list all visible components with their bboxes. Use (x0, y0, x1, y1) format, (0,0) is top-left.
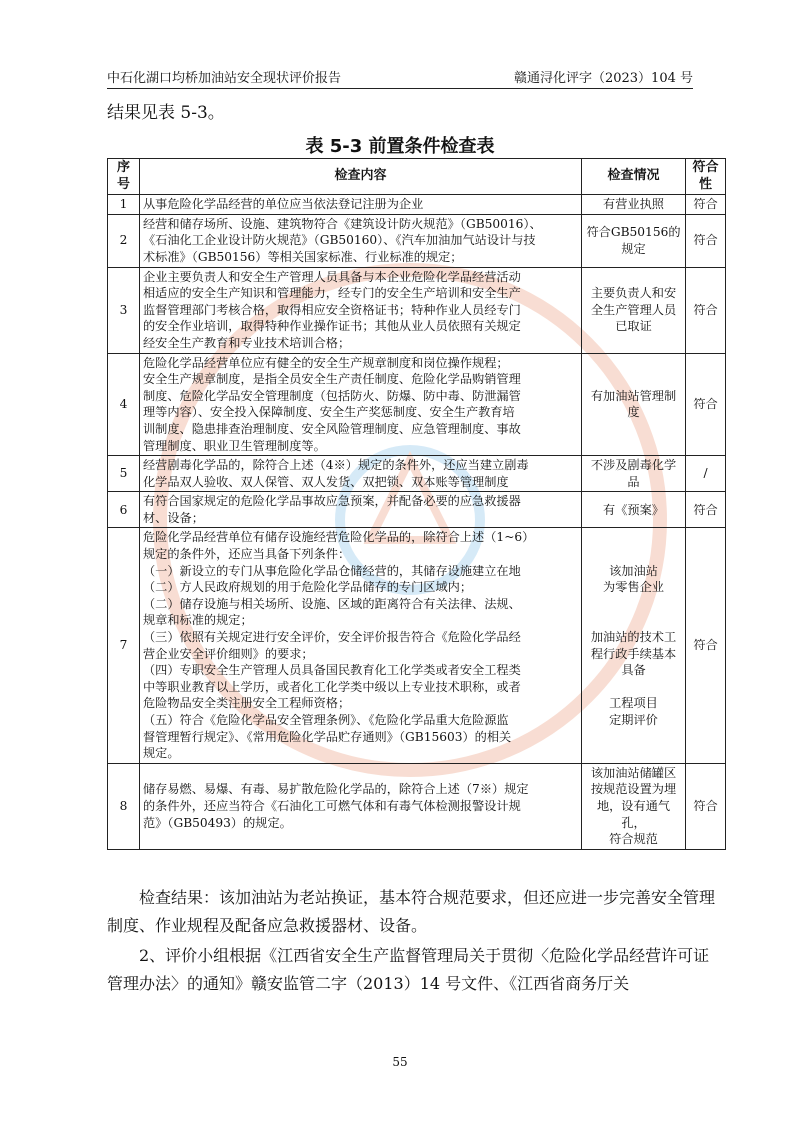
cell-result: 符合 (686, 528, 726, 763)
cell-result: 符合 (686, 492, 726, 528)
content-line: 术标准》（GB50156）等相关国家标准、行业标准的规定； (143, 249, 463, 264)
content-line: （一）新设立的专门从事危险化学品仓储经营的，其储存设施建立在地 (143, 563, 521, 578)
content-line: 材、设备； (143, 510, 204, 525)
content-line: 经营剧毒化学品的，除符合上述（4※）规定的条件外，还应当建立剧毒 (143, 458, 529, 473)
cell-status (582, 456, 686, 492)
header-left: 中石化湖口均桥加油站安全现状评价报告 (107, 71, 342, 86)
page-header (107, 64, 693, 89)
cell-result: 符合 (686, 214, 726, 267)
table-caption: 表 5-3 前置条件检查表 (305, 136, 495, 157)
col-header-content: 检查内容 (140, 159, 582, 195)
intro-text: 结果见表 5-3。 (107, 103, 225, 123)
content-line: 的安全作业培训，取得特种作业操作证书；其他从业人员依照有关规定 (143, 319, 521, 334)
content-line: 规定。 (143, 746, 180, 761)
status-line: 规定 (621, 241, 646, 256)
status-line: 程行政手续基本 (590, 646, 677, 661)
status-line: 有《预案》 (603, 502, 664, 517)
status-line: 按规范设置为埋 (590, 782, 677, 797)
cell-content (140, 267, 582, 353)
status-line: 已取证 (615, 319, 652, 334)
content-line: 安全生产规章制度，是指全员安全生产责任制度、危险化学品购销管理 (143, 372, 521, 387)
table-row (108, 353, 726, 456)
status-line: 主要负责人和安 (590, 286, 677, 301)
cell-result: / (686, 456, 726, 492)
table-row (108, 267, 726, 353)
content-line: 企业主要负责人和安全生产管理人员具备与本企业危险化学品经营活动 (143, 269, 521, 284)
content-line: 监督管理部门考核合格，取得相应安全资格证书；特种作业人员经专门 (143, 302, 521, 317)
cell-no: 2 (108, 214, 140, 267)
cell-no: 3 (108, 267, 140, 353)
status-line: 加油站的技术工 (590, 630, 677, 645)
cell-content (140, 763, 582, 849)
cell-no: 6 (108, 492, 140, 528)
table-row (108, 456, 726, 492)
cell-content (140, 456, 582, 492)
content-line: 从事危险化学品经营的单位应当依法登记注册为企业 (143, 197, 424, 212)
content-line: 范》（GB50493）的规定。 (143, 815, 292, 830)
cell-status (582, 353, 686, 456)
cell-result: 符合 (686, 353, 726, 456)
content-line: 的条件外，还应当符合《石油化工可燃气体和有毒气体检测报警设计规 (143, 798, 521, 813)
conclusion-paragraph-1: 检查结果：该加油站为老站换证，基本符合规范要求，但还应进一步完善安全管理制度、作业规程及配备应急救援器材、设备。 (107, 888, 716, 935)
content-line: 危险化学品经营单位应有健全的安全生产规章制度和岗位操作规程； (143, 355, 509, 370)
table-header-row (108, 159, 726, 195)
cell-status (582, 195, 686, 215)
content-line: 训制度、隐患排查治理制度、安全风险管理制度、应急管理制度、事故 (143, 421, 521, 436)
content-line: 有符合国家规定的危险化学品事故应急预案，并配备必要的应急救援器 (143, 494, 521, 509)
status-line: 品 (627, 474, 640, 489)
status-line (585, 679, 682, 696)
content-line: 化学品双人验收、双人保管、双人发货、双把锁、双本账等管理制度 (143, 474, 509, 489)
content-line: 相适应的安全生产知识和管理能力，经专门的安全生产培训和安全生产 (143, 286, 521, 301)
table-row (108, 195, 726, 215)
cell-result: 符合 (686, 195, 726, 215)
cell-status (582, 528, 686, 763)
content-line: （三）依照有关规定进行安全评价，安全评价报告符合《危险化学品经 (143, 630, 521, 645)
col-header-status: 检查情况 (582, 159, 686, 195)
status-line: 有营业执照 (603, 197, 664, 212)
content-line: （四）专职安全生产管理人员具备国民教育化工化学类或者安全工程类 (143, 663, 521, 678)
content-line: （二）方人民政府规划的用于危险化学品储存的专门区域内； (143, 580, 473, 595)
content-line: 营企业安全评价细则》的要求； (143, 646, 314, 661)
table-row (108, 492, 726, 528)
content-line: 危险物品安全类注册安全工程师资格； (143, 696, 351, 711)
header-right: 赣通浔化评字（2023）104 号 (513, 71, 693, 86)
cell-status (582, 267, 686, 353)
content-line: 制度、危险化学品安全管理制度（包括防火、防爆、防中毒、防泄漏管 (143, 388, 521, 403)
cell-status (582, 492, 686, 528)
status-line: 全生产管理人员 (590, 302, 677, 317)
precondition-check-table (107, 158, 726, 850)
content-line: （五）符合《危险化学品安全管理条例》、《危险化学品重大危险源监 (143, 713, 509, 727)
content-line: 理等内容）、安全投入保障制度、安全生产奖惩制度、安全生产教育培 (143, 405, 515, 420)
page-number: 55 (392, 1055, 408, 1069)
table-row (108, 763, 726, 849)
cell-no: 8 (108, 763, 140, 849)
cell-content (140, 195, 582, 215)
status-line: 工程项目 (609, 696, 658, 711)
content-line: 《石油化工企业设计防火规范》（GB50160）、《汽车加油加气站设计与技 (143, 233, 536, 248)
status-line: 具备 (621, 663, 646, 678)
cell-content (140, 528, 582, 763)
content-line: 管理制度、职业卫生管理制度等。 (143, 438, 326, 453)
table-row (108, 528, 726, 763)
cell-result: 符合 (686, 267, 726, 353)
cell-result: 符合 (686, 763, 726, 849)
cell-content (140, 353, 582, 456)
cell-content (140, 214, 582, 267)
status-line: 不涉及剧毒化学 (590, 458, 677, 473)
cell-no: 7 (108, 528, 140, 763)
status-line: 地，设有通气孔， (596, 798, 671, 830)
status-line: 有加油站管理制 (590, 388, 677, 403)
cell-status (582, 763, 686, 849)
status-line: 该加油站 (609, 563, 658, 578)
status-line: 度 (627, 405, 640, 420)
content-line: 经安全生产教育和专业技术培训合格； (143, 335, 351, 350)
content-line: 危险化学品经营单位有储存设施经营危险化学品的，除符合上述（1~6） (143, 530, 535, 545)
cell-status (582, 214, 686, 267)
cell-content (140, 492, 582, 528)
table-row (108, 214, 726, 267)
status-line: 符合规范 (609, 832, 658, 847)
status-line: 符合GB50156的 (586, 225, 681, 240)
conclusion-paragraph-2: 2、评价小组根据《江西省安全生产监督管理局关于贯彻〈危险化学品经营许可证管理办法〉的通知》赣安监管二字（2013）14 号文件、《江西省商务厅关 (107, 946, 710, 993)
status-line: 定期评价 (609, 713, 658, 727)
content-line: （二）储存设施与相关场所、设施、区域的距离符合有关法律、法规、 (143, 596, 521, 611)
status-line: 该加油站储罐区 (590, 765, 677, 780)
status-line (585, 596, 682, 613)
cell-no: 5 (108, 456, 140, 492)
status-line: 为零售企业 (603, 580, 664, 595)
content-line: 规章和标准的规定； (143, 613, 253, 628)
content-line: 储存易燃、易爆、有毒、易扩散危险化学品的，除符合上述（7※）规定 (143, 782, 529, 797)
content-line: 中等职业教育以上学历，或者化工化学类中级以上专业技术职称，或者 (143, 679, 521, 694)
col-header-no: 序号 (108, 159, 140, 195)
content-line: 经营和储存场所、设施、建筑物符合《建筑设计防火规范》（GB50016）、 (143, 216, 542, 231)
cell-no: 1 (108, 195, 140, 215)
content-line: 督管理暂行规定》、《常用危险化学品贮存通则》（GB15603）的相关 (143, 729, 512, 744)
col-header-result: 符合性 (686, 159, 726, 195)
cell-no: 4 (108, 353, 140, 456)
content-line: 规定的条件外，还应当具备下列条件： (143, 547, 351, 562)
status-line (585, 612, 682, 629)
